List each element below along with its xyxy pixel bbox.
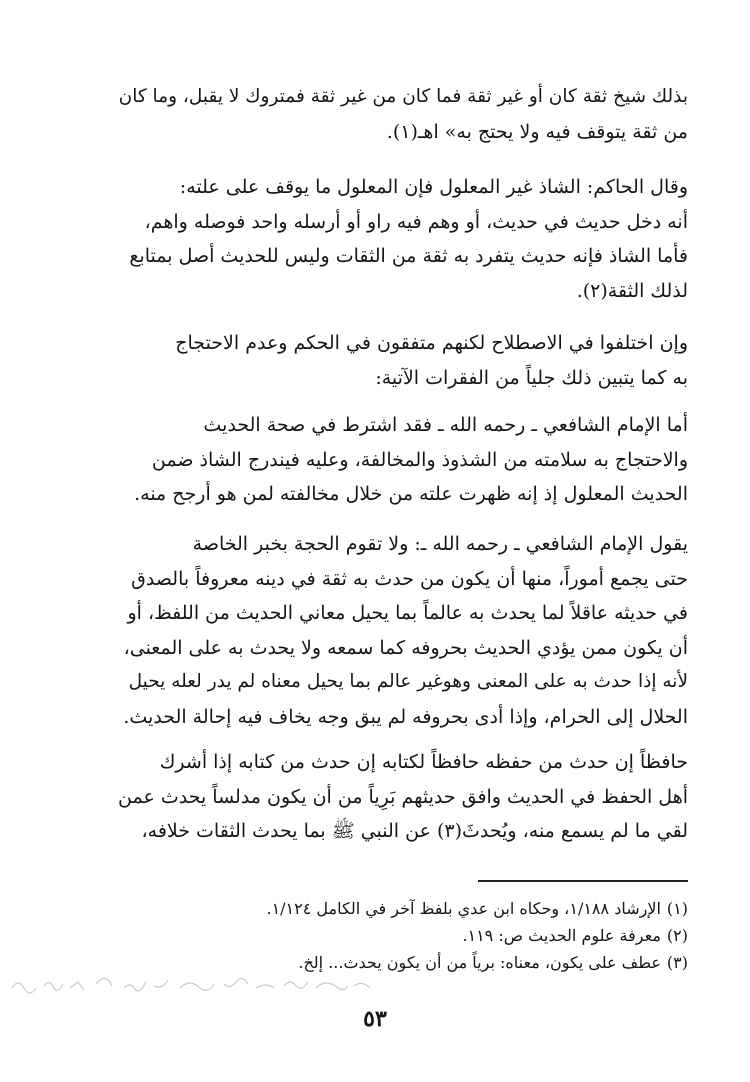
handwritten-margin-note	[4, 958, 384, 1008]
text-line: وإن اختلفوا في الاصطلاح لكنهم متفقون في الحكم وعدم الاحتجاج	[175, 332, 688, 354]
footnote-text: معرفة علوم الحديث ص: ١١٩.	[462, 926, 661, 945]
page-number: ٥٣	[363, 1006, 387, 1032]
text-line: لقي ما لم يسمع منه، ويُحدثَ(٣) عن النبي ﷺ بما يحدث الثقات خلافه،	[141, 820, 688, 842]
text-line: أهل الحفظ في الحديث وافق حديثهم بَرِياً من أن يكون مدلساً يحدث عمن	[118, 785, 688, 808]
paragraph-5	[118, 527, 688, 734]
paragraph-4	[118, 408, 688, 512]
paragraph-2	[118, 170, 688, 308]
footnote-number: (٣)	[666, 953, 688, 972]
paragraph-6	[118, 745, 688, 849]
text-line: وقال الحاكم: الشاذ غير المعلول فإن المعلول ما يوقف على علته:	[179, 176, 688, 198]
text-line: أن يكون ممن يؤدي الحديث بحروفه كما سمعه ولا يحدث به على المعنى،	[123, 636, 688, 659]
paragraph-1	[118, 80, 688, 149]
footnote-text: الإرشاد ١/١٨٨، وحكاه ابن عدي بلفظ آخر في الكامل ١/١٢٤.	[266, 899, 661, 918]
text-line: في حديثه عاقلاً لما يحدث به عالماً بما يحيل معاني الحديث من اللفظ، أو	[127, 602, 688, 624]
text-line: الحلال إلى الحرام، وإذا أدى بحروفه لم يبق وجه يخاف فيه إحالة الحديث.	[123, 705, 688, 728]
footnote-text: عطف على يكون، معناه: برياً من أن يكون يحدث... إلخ.	[298, 953, 661, 972]
text-line: به كما يتبين ذلك جلياً من الفقرات الآتية:	[375, 366, 688, 389]
text-line: بذلك شيخ ثقة كان أو غير ثقة فما كان من غير ثقة فمتروك لا يقبل، وما كان	[118, 86, 688, 107]
text-line: يقول الإمام الشافعي ـ رحمه الله ـ: ولا تقوم الحجة بخبر الخاصة	[192, 533, 688, 555]
text-line: لذلك الثقة(٢).	[576, 279, 688, 302]
text-line: فأما الشاذ فإنه حديث يتفرد به ثقة من الثقات وليس للحديث أصل بمتابع	[129, 245, 688, 267]
footnote-separator	[478, 880, 688, 882]
footnote-1	[118, 895, 688, 922]
footnote-number: (٢)	[666, 926, 688, 945]
text-line: حافظاً إن حدث من حفظه حافظاً لكتابه إن حدث من كتابه إذا أشرك	[159, 751, 688, 773]
text-line: أنه دخل حديث في حديث، أو وهم فيه راو أو أرسله واحد فوصله واهم،	[144, 210, 688, 233]
text-line: الحديث المعلول إذ إنه ظهرت علته من خلال مخالفته لمن هو أرجح منه.	[134, 483, 688, 505]
footnote-number: (١)	[666, 899, 688, 918]
text-line: أما الإمام الشافعي ـ رحمه الله ـ فقد اشترط في صحة الحديث	[203, 414, 688, 436]
footnote-2	[118, 922, 688, 949]
text-line: حتى يجمع أموراً، منها أن يكون من حدث به ثقة في دينه معروفاً بالصدق	[131, 567, 688, 590]
text-line: والاحتجاج به سلامته من الشذوذ والمخالفة، وعليه فيندرج الشاذ ضمن	[151, 448, 688, 471]
text-line: لأنه إذا حدث به على المعنى وهوغير عالم بما يحيل معناه لم يدر لعله يحيل	[128, 671, 688, 692]
paragraph-3	[118, 326, 688, 395]
text-line: من ثقة يتوقف فيه ولا يحتج به» اهـ(١).	[386, 120, 688, 143]
